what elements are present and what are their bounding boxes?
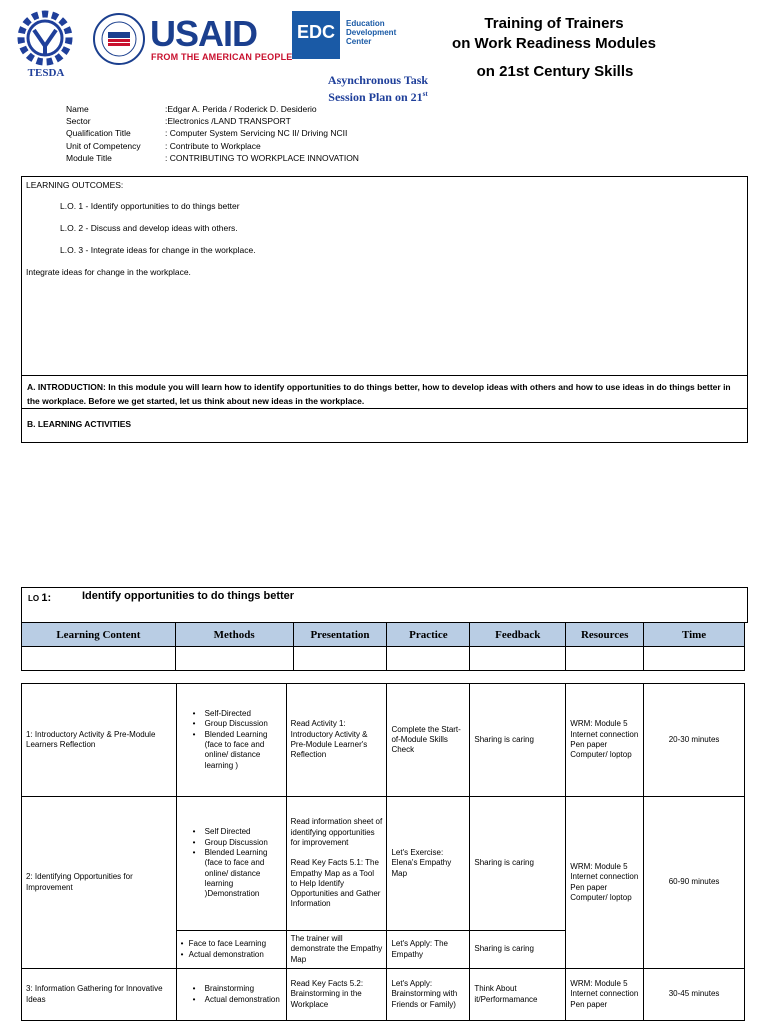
activities-table [21, 683, 745, 1021]
list-item: • Self-Directed [181, 709, 282, 719]
cell-presentation: Read Key Facts 5.2: Brainstorming in the Workplace [286, 969, 387, 1021]
cell-methods [176, 797, 286, 931]
lo1-heading [21, 587, 748, 623]
learning-outcome-1: L.O. 1 - Identify opportunities to do things better [60, 201, 240, 211]
usaid-seal-icon [92, 12, 146, 66]
empty-row [22, 647, 745, 671]
col-resources: Resources [566, 623, 644, 647]
edc-abbr: EDC [296, 22, 335, 42]
cell-time: 60-90 minutes [644, 797, 745, 969]
cell-resources: WRM: Module 5 Internet connection Pen paper [566, 969, 644, 1021]
table-row [22, 969, 745, 1021]
cell-resources: WRM: Module 5 Internet connection Pen paper Computer/ loptop [566, 797, 644, 969]
usaid-wordmark: USAID [150, 13, 258, 54]
cell-presentation: The trainer will demonstrate the Empathy Map [286, 931, 387, 969]
col-feedback: Feedback [470, 623, 566, 647]
cell-practice: Let's Apply: Brainstorming with Friends or Family) [387, 969, 470, 1021]
introduction-box: A. INTRODUCTION: In this module you will learn how to identify opportunities to do things better, how to develop ideas with others and how to use ideas in do things better in the workplace. Before we get started, let us think about new ideas in the workplace. [21, 375, 748, 409]
col-methods: Methods [175, 623, 293, 647]
list-item: • Self Directed [181, 827, 282, 837]
presentation-part-b: Read Key Facts 5.1: The Empathy Map as a Tool to Help Identify Opportunities and Gather Information [290, 858, 381, 909]
cell-practice: Let's Exercise: Elena's Empathy Map [387, 797, 470, 931]
col-practice: Practice [387, 623, 470, 647]
usaid-tagline: FROM THE AMERICAN PEOPLE [151, 52, 293, 62]
list-item: • Brainstorming [181, 984, 282, 994]
cell-time: 30-45 minutes [644, 969, 745, 1021]
cell-methods [176, 931, 286, 969]
title-line-2: on Work Readiness Modules [452, 35, 656, 52]
header-row [22, 623, 745, 647]
info-row-competency: Unit of Competency : Contribute to Workplace [66, 140, 261, 151]
edc-name: Education Development Center [346, 19, 397, 46]
cell-content: 3: Information Gathering for Innovative Ideas [22, 969, 177, 1021]
cell-presentation [286, 797, 387, 931]
list-item: • Group Discussion [181, 838, 282, 848]
cell-feedback: Sharing is caring [470, 931, 566, 969]
learning-outcome-2: L.O. 2 - Discuss and develop ideas with others. [60, 223, 238, 233]
col-time: Time [644, 623, 745, 647]
list-item: • Blended Learning (face to face and online/ distance learning ) [181, 730, 282, 771]
col-presentation: Presentation [293, 623, 387, 647]
cell-resources: WRM: Module 5 Internet connection Pen paper Computer/ loptop [566, 684, 644, 797]
learning-activities-box: B. LEARNING ACTIVITIES [21, 408, 748, 443]
cell-practice: Let's Apply: The Empathy [387, 931, 470, 969]
table-row [22, 684, 745, 797]
learning-outcome-extra: Integrate ideas for change in the workplace. [26, 267, 191, 277]
session-plan-heading [318, 73, 438, 104]
lo1-label: LO 1: [28, 592, 52, 604]
cell-feedback: Think About it/Performamance [470, 969, 566, 1021]
cell-time: 20-30 minutes [644, 684, 745, 797]
info-row-sector: Sector :Electronics /LAND TRANSPORT [66, 116, 291, 127]
info-row-name: Name :Edgar A. Perida / Roderick D. Desiderio [66, 104, 317, 114]
cell-content: 1: Introductory Activity & Pre-Module Learners Reflection [22, 684, 177, 797]
cell-feedback: Sharing is caring [470, 797, 566, 931]
cell-methods [176, 684, 286, 797]
cell-presentation: Read Activity 1: Introductory Activity & Pre-Module Learner's Reflection [286, 684, 387, 797]
activities-header-table [21, 622, 745, 671]
learning-outcomes-box [21, 176, 748, 376]
page-title [430, 14, 678, 54]
list-item: • Actual demonstration [181, 995, 282, 1005]
cell-methods [176, 969, 286, 1021]
info-row-qualification: Qualification Title : Computer System Servicing NC II/ Driving NCII [66, 128, 348, 139]
async-line-2: Session Plan on 21st [328, 90, 428, 104]
async-line-1: Asynchronous Task [327, 73, 429, 87]
cell-content: 2: Identifying Opportunities for Improvement [22, 797, 177, 969]
col-learning-content: Learning Content [22, 623, 176, 647]
list-item: • Blended Learning (face to face and online/ distance learning )Demonstration [181, 848, 282, 899]
info-row-module: Module Title : CONTRIBUTING TO WORKPLACE INNOVATION [66, 152, 359, 163]
cell-feedback: Sharing is caring [470, 684, 566, 797]
cell-practice: Complete the Start-of-Module Skills Check [387, 684, 470, 797]
title-line-1: Training of Trainers [484, 15, 624, 32]
list-item: • Group Discussion [181, 719, 282, 729]
tesda-label: TESDA [27, 67, 65, 79]
lo1-title: Identify opportunities to do things better [82, 590, 295, 602]
table-row [22, 797, 745, 931]
presentation-part-a: Read information sheet of identifying opportunities for improvement [290, 817, 383, 847]
title-line-3: on 21st Century Skills [476, 63, 634, 80]
info-block [66, 103, 359, 164]
list-item: • Face to face Learning [181, 939, 282, 949]
list-item: • Actual demonstration [181, 950, 282, 960]
learning-outcomes-title: LEARNING OUTCOMES: [26, 180, 124, 190]
learning-outcome-3: L.O. 3 - Integrate ideas for change in the workplace. [60, 245, 256, 255]
